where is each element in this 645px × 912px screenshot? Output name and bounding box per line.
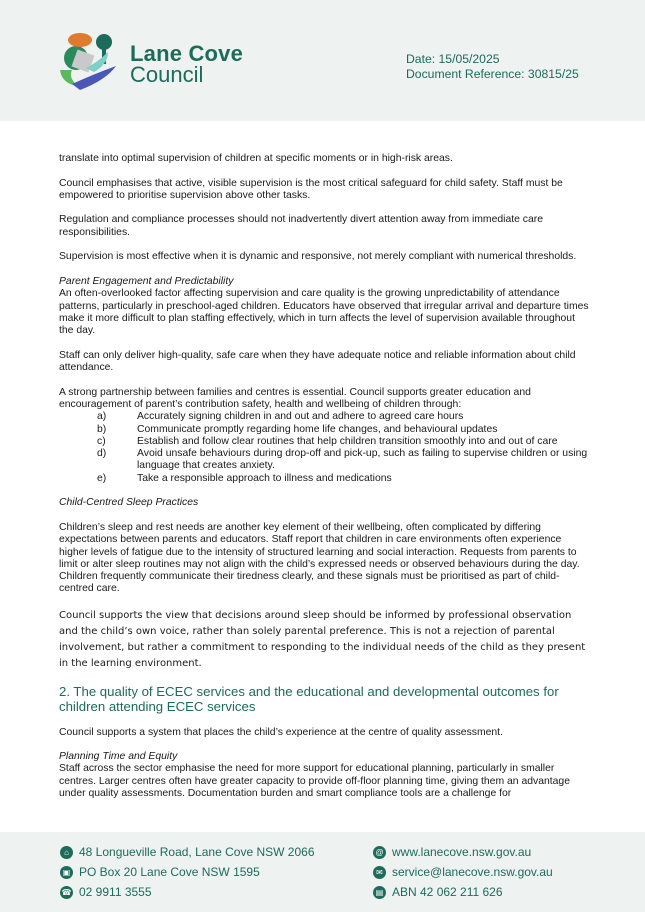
phone-icon: ☎ xyxy=(61,887,72,897)
paragraph: Staff across the sector emphasise the need for more support for educational planning, particularly in smaller centres. Larger centres often have greater capacity to provide off-floor planning time, giving them an advantage under quality assessments. Documentation burden and smart compliance tools are a challenge for xyxy=(59,763,570,800)
list-letter: d) xyxy=(97,448,107,460)
list-item xyxy=(59,424,589,436)
globe-icon: @ xyxy=(373,846,386,859)
brand-name-line1: Lane Cove xyxy=(130,41,244,66)
paragraph: Supervision is most effective when it is dynamic and responsive, not merely compliant with numerical thresholds. xyxy=(59,251,577,263)
address-text: 48 Longueville Road, Lane Cove NSW 2066 xyxy=(79,845,315,859)
subheading-planning-time: Planning Time and Equity xyxy=(59,751,178,763)
footer-abn xyxy=(373,885,503,899)
letterhead xyxy=(0,0,645,121)
paragraph: Staff can only deliver high-quality, safe care when they have adequate notice and reliable information about child attendance. xyxy=(59,349,576,374)
paragraph: Council supports a system that places the child’s experience at the centre of quality assessment. xyxy=(59,726,503,738)
footer-email[interactable] xyxy=(373,865,553,879)
subheading-sleep-practices: Child-Centred Sleep Practices xyxy=(59,497,199,509)
paragraph: An often-overlooked factor affecting supervision and care quality is the growing unpredictability of attendance patterns, particularly in preschool-aged children. Educators have observed that irregular arrival and departure times make it more difficult to plan staffing effectively, which in turn affects the level of supervision available throughout the day. xyxy=(59,288,589,337)
list-letter: e) xyxy=(97,472,107,484)
parent-contribution-list xyxy=(59,411,589,485)
list-text: Establish and follow clear routines that help children transition smoothly into and out of care xyxy=(137,435,558,447)
document-meta xyxy=(406,52,579,82)
mailbox-icon: ▣ xyxy=(60,866,73,879)
section-heading: 2. The quality of ECEC services and the educational and developmental outcomes for children attending ECEC services xyxy=(59,684,559,715)
paragraph: Council supports the view that decisions around sleep should be informed by professional observation and the child’s own voice, rather than solely parental preference. This is not a rejection of parental involvement, but rather a commitment to responding to the individual needs of the child as they present in the learning environment. xyxy=(59,609,586,669)
abn-text: ABN 42 062 211 626 xyxy=(392,885,503,899)
list-letter: b) xyxy=(97,423,107,435)
footer-po-box xyxy=(60,865,260,879)
list-letter: a) xyxy=(97,411,107,423)
list-text: Communicate promptly regarding home life changes, and behavioural updates xyxy=(137,423,498,435)
list-text: Accurately signing children in and out and adhere to agreed care hours xyxy=(137,411,464,423)
home-icon: ⌂ xyxy=(60,846,73,859)
document-date: Date: 15/05/2025 xyxy=(406,52,500,66)
footer-phone xyxy=(60,885,152,899)
website-link[interactable]: www.lanecove.nsw.gov.au xyxy=(392,845,532,859)
paragraph: translate into optimal supervision of children at specific moments or in high-risk areas. xyxy=(59,153,453,164)
id-card-icon: ▤ xyxy=(373,886,386,899)
document-body xyxy=(59,153,589,813)
council-logo-icon xyxy=(58,30,128,90)
list-item xyxy=(59,473,589,485)
phone-text: 02 9911 3555 xyxy=(79,885,152,899)
paragraph: Council emphasises that active, visible supervision is the most critical safeguard for child safety. Staff must be empowered to prioritise supervision above other tasks. xyxy=(59,177,563,201)
footer-web[interactable] xyxy=(373,845,531,859)
footer-address xyxy=(60,845,315,859)
list-item xyxy=(59,411,589,423)
paragraph: Regulation and compliance processes should not inadvertently divert attention away from immediate care responsibilities. xyxy=(59,214,544,238)
list-text: Avoid unsafe behaviours during drop-off and pick-up, such as failing to supervise children or using language that creates anxiety. xyxy=(137,448,588,472)
subheading-parent-engagement: Parent Engagement and Predictability xyxy=(59,275,234,287)
list-item xyxy=(59,436,589,448)
email-link[interactable]: service@lanecove.nsw.gov.au xyxy=(392,865,553,879)
list-letter: c) xyxy=(97,435,106,447)
brand-name-line2: Council xyxy=(130,62,204,87)
document-reference: Document Reference: 30815/25 xyxy=(406,67,579,81)
po-box-text: PO Box 20 Lane Cove NSW 1595 xyxy=(79,865,260,879)
list-text: Take a responsible approach to illness and medications xyxy=(137,472,392,484)
paragraph: A strong partnership between families and centres is essential. Council supports greater education and encouragement of parent’s contribution safety, health and wellbeing of children through: xyxy=(59,386,531,410)
contact-footer xyxy=(0,832,645,912)
list-item xyxy=(59,448,589,473)
email-icon: ✉ xyxy=(373,866,386,879)
paragraph: Children’s sleep and rest needs are another key element of their wellbeing, often complicated by differing expectations between parents and educators. Staff report that children in care environments often experience higher levels of fatigue due to the intensity of structured learning and social interaction. Requests from parents to limit or alter sleep routines may not align with the child’s expressed needs or observed behaviours during the day. Children frequently communicate their tiredness clearly, and these signals must be prioritised as part of child-centred care. xyxy=(59,521,580,595)
